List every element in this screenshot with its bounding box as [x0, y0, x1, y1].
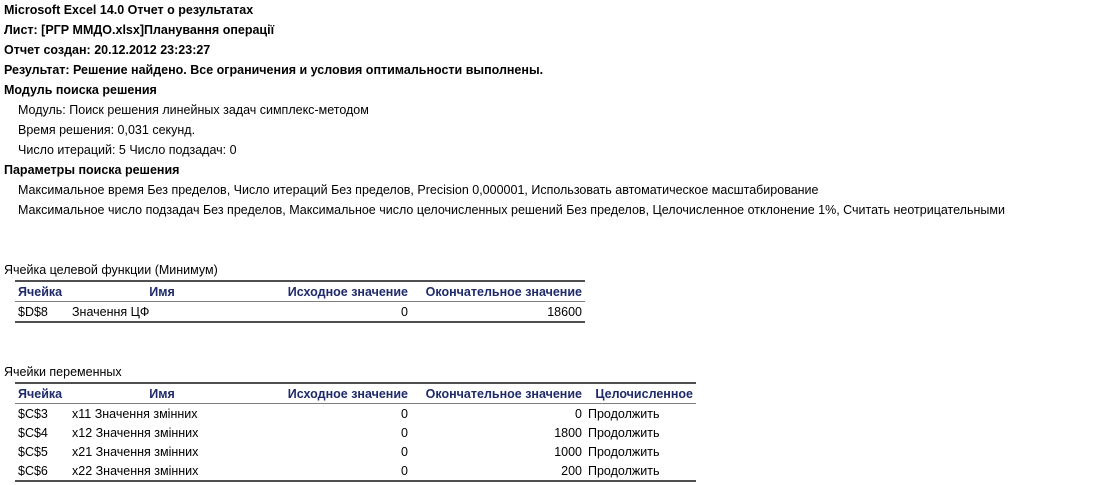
cell-final: 0 [575, 406, 582, 421]
variables-caption: Ячейки переменных [4, 365, 122, 379]
cell-final: 1800 [554, 425, 582, 440]
variables-header-row [15, 383, 696, 404]
cell-integer: Продолжить [585, 461, 696, 481]
col-header-final: Окончательное значение [411, 383, 585, 404]
solver-module-heading: Модуль поиска решения [4, 83, 157, 97]
solver-params-heading: Параметры поиска решения [4, 163, 180, 177]
cell-ref: $C$6 [15, 461, 69, 481]
cell-ref: $C$5 [18, 444, 48, 459]
cell-initial: 0 [401, 425, 408, 440]
cell-ref: $C$3 [18, 406, 48, 421]
cell-integer: Продолжить [588, 406, 660, 421]
col-header-initial: Исходное значение [255, 281, 411, 302]
cell-name: Значення ЦФ [69, 302, 255, 323]
created-line: Отчет создан: 20.12.2012 23:23:27 [4, 43, 211, 57]
col-header-name: Имя [69, 281, 255, 302]
col-header-cell: Ячейка [15, 281, 69, 302]
cell-name: x11 Значення змінних [72, 406, 198, 421]
cell-name: x12 Значення змінних [72, 425, 199, 440]
cell-integer: Продолжить [588, 444, 660, 459]
cell-integer: Продолжить [588, 425, 660, 440]
col-header-initial: Исходное значение [255, 383, 411, 404]
iterations-line: Число итераций: 5 Число подзадач: 0 [18, 143, 237, 157]
cell-initial: 0 [401, 444, 408, 459]
col-header-integer: Целочисленное [585, 383, 696, 404]
cell-name: x21 Значення змінних [72, 444, 199, 459]
result-line: Результат: Решение найдено. Все ограничения и условия оптимальности выполнены. [4, 63, 544, 77]
solve-time-line: Время решения: 0,031 секунд. [18, 123, 196, 137]
cell-initial: 0 [401, 406, 408, 421]
table-row [15, 423, 696, 442]
objective-table [15, 280, 585, 323]
table-row [15, 442, 696, 461]
table-row [15, 461, 696, 481]
report-title: Microsoft Excel 14.0 Отчет о результатах [4, 3, 254, 17]
objective-header-row [15, 281, 585, 302]
cell-final: 1000 [554, 444, 582, 459]
cell-final: 200 [411, 461, 585, 481]
sheet-line: Лист: [РГР ММДО.xlsx]Планування операції [4, 23, 275, 37]
cell-initial: 0 [255, 461, 411, 481]
table-row [15, 404, 696, 424]
solver-module-line: Модуль: Поиск решения линейных задач симплекс-методом [18, 103, 369, 117]
col-header-final: Окончательное значение [411, 281, 585, 302]
solver-params-line-1: Максимальное время Без пределов, Число итераций Без пределов, Precision 0,000001, Использовать автоматическое масштабирование [18, 183, 819, 197]
solver-params-line-2: Максимальное число подзадач Без пределов, Максимальное число целочисленных решений Без пределов, Целочисленное отклонение 1%, Считать неотрицательными [18, 203, 1005, 217]
col-header-cell: Ячейка [15, 383, 69, 404]
table-row [15, 302, 585, 323]
cell-ref: $D$8 [15, 302, 69, 323]
cell-name: x22 Значення змінних [69, 461, 255, 481]
variables-table [15, 382, 696, 482]
cell-final: 18600 [411, 302, 585, 323]
objective-caption: Ячейка целевой функции (Минимум) [4, 263, 218, 277]
cell-initial: 0 [255, 302, 411, 323]
cell-ref: $C$4 [18, 425, 48, 440]
col-header-name: Имя [69, 383, 255, 404]
